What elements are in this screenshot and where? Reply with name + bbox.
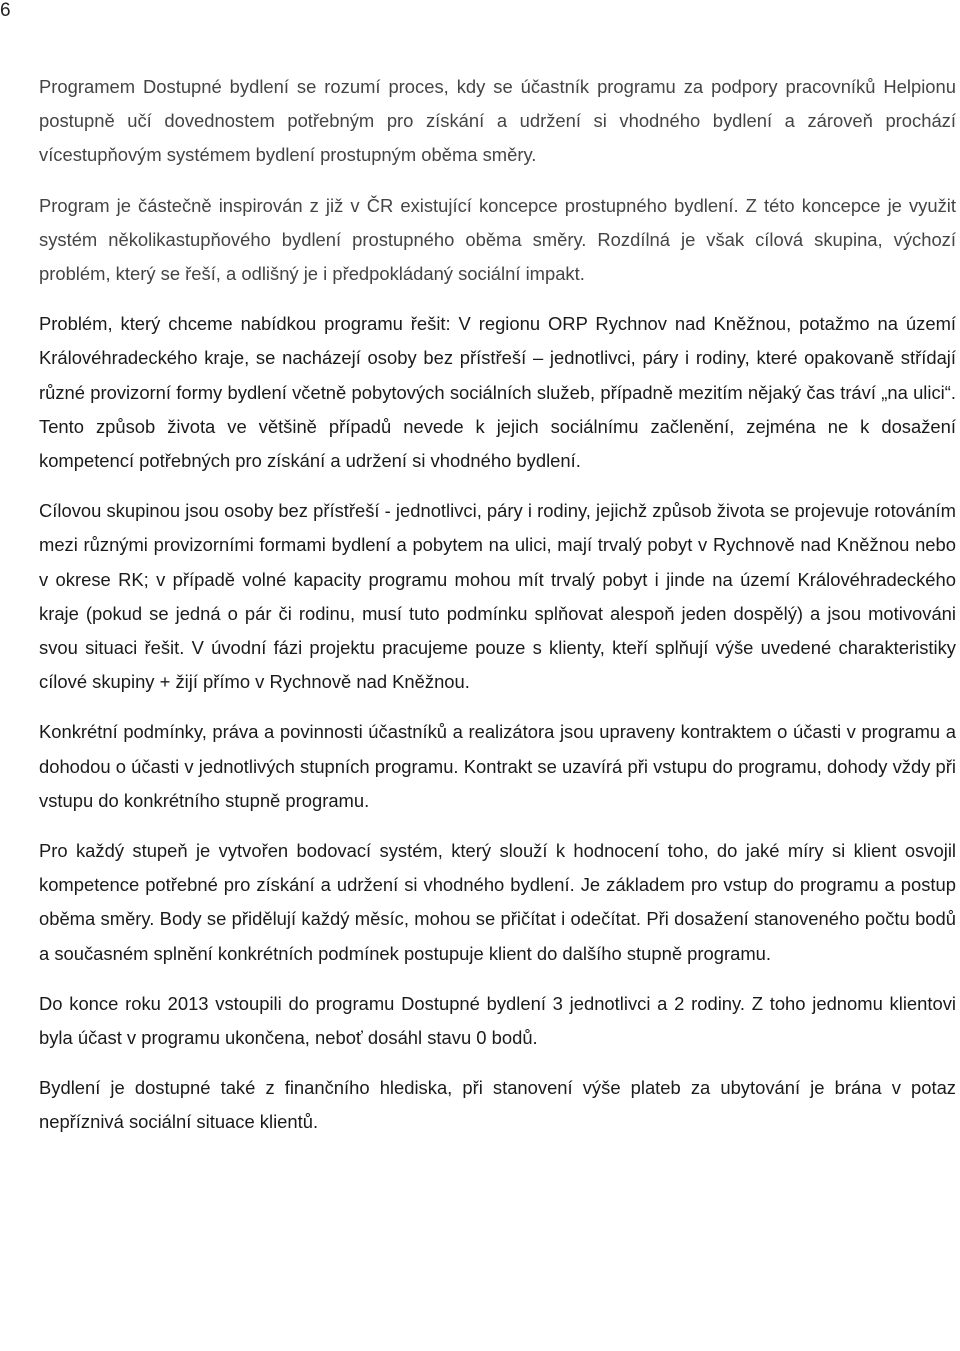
paragraph-affordability: Bydlení je dostupné také z finančního hlediska, při stanovení výše plateb za ubytování je brána v potaz nepříznivá sociální situace klientů. (39, 1077, 956, 1133)
paragraph-conditions: Konkrétní podmínky, práva a povinnosti účastníků a realizátora jsou upraveny kontraktem o účasti v programu a dohodou o účasti v jednotlivých stupních programu. Kontrakt se uzavírá při vstupu do programu, dohody vždy při vstupu do konkrétního stupně programu. (39, 721, 956, 811)
document-body (39, 70, 956, 1140)
paragraph-problem: Problém, který chceme nabídkou programu řešit: V regionu ORP Rychnov nad Kněžnou, potažmo na území Královéhradeckého kraje, se nacházejí osoby bez přístřeší – jednotlivci, páry i rodiny, které opakovaně střídají různé provizorní formy bydlení včetně pobytových sociálních služeb, případně mezitím nějaký čas tráví „na ulici“. Tento způsob života ve většině případů nevede k jejich sociálnímu začlenění, zejména ne k dosažení kompetencí potřebných pro získání a udržení si vhodného bydlení. (39, 313, 956, 472)
paragraph-participants-2013: Do konce roku 2013 vstoupili do programu Dostupné bydlení 3 jednotlivci a 2 rodiny. Z toho jednomu klientovi byla účast v programu ukončena, neboť dosáhl stavu 0 bodů. (39, 992, 956, 1049)
page-number: 6 (0, 0, 11, 21)
paragraph-program-definition: Programem Dostupné bydlení se rozumí proces, kdy se účastník programu za podpory pracovníků Helpionu postupně učí dovednostem potřebným pro získání a udržení si vhodného bydlení a zároveň prochází vícestupňovým systémem bydlení prostupným oběma směry. (39, 76, 956, 166)
paragraph-scoring-system: Pro každý stupeň je vytvořen bodovací systém, který slouží k hodnocení toho, do jaké míry si klient osvojil kompetence potřebné pro získání a udržení si vhodného bydlení. Je základem pro vstup do programu a postup oběma směry. Body se přidělují každý měsíc, mohou se přičítat i odečítat. Při dosažení stanoveného počtu bodů a současném splnění konkrétních podmínek postupuje klient do dalšího stupně programu. (39, 840, 956, 964)
paragraph-target-group: Cílovou skupinou jsou osoby bez přístřeší - jednotlivci, páry i rodiny, jejichž způsob života se projevuje rotováním mezi různými provizorními formami bydlení a pobytem na ulici, mají trvalý pobyt v Rychnově nad Kněžnou nebo v okrese RK; v případě volné kapacity programu mohou mít trvalý pobyt i jinde na území Královéhradeckého kraje (pokud se jedná o pár či rodinu, musí tuto podmínku splňovat alespoň jeden dospělý) a jsou motivováni svou situaci řešit. V úvodní fázi projektu pracujeme pouze s klienty, kteří splňují výše uvedené charakteristiky cílové skupiny + žijí přímo v Rychnově nad Kněžnou. (39, 500, 956, 693)
paragraph-inspiration: Program je částečně inspirován z již v ČR existující koncepce prostupného bydlení. Z této koncepce je využit systém několikastupňového bydlení prostupného oběma směry. Rozdílná je však cílová skupina, výchozí problém, který se řeší, a odlišný je i předpokládaný sociální impakt. (39, 194, 956, 285)
